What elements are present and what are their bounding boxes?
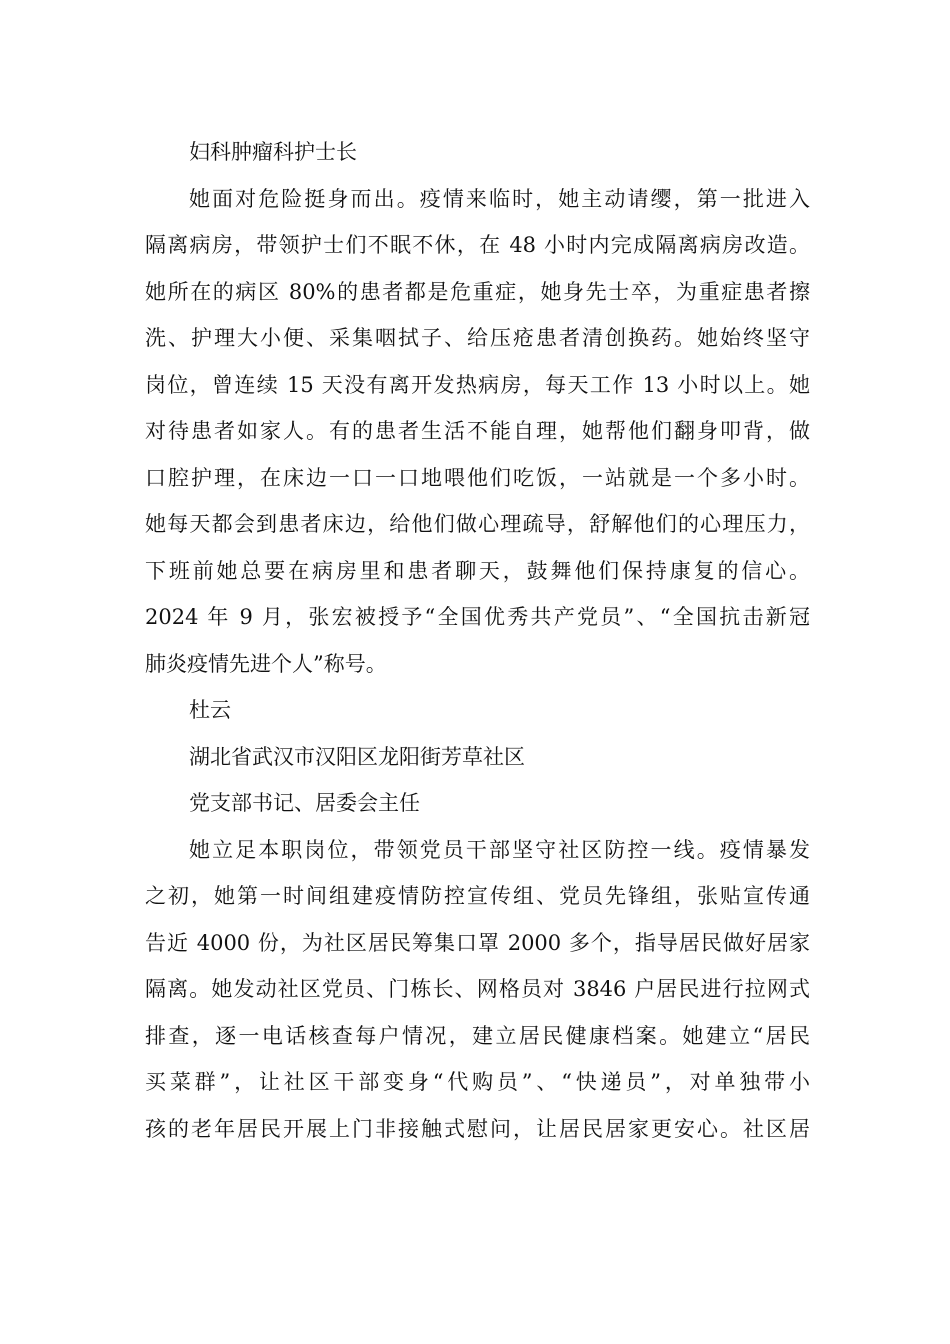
paragraph-line: 告近 4000 份，为社区居民筹集口罩 2000 多个，指导居民做好居家 (145, 930, 810, 955)
paragraph-line: 排查，逐一电话核查每户情况，建立居民健康档案。她建立“居民 (145, 1023, 810, 1048)
paragraph-line: 她立足本职岗位，带领党员干部坚守社区防控一线。疫情暴发 (189, 837, 810, 862)
paragraph-last-line: 肺炎疫情先进个人”称号。 (145, 651, 387, 676)
person-name: 杜云 (189, 698, 231, 722)
paragraph-line: 对待患者如家人。有的患者生活不能自理，她帮他们翻身叩背，做 (145, 419, 810, 443)
paragraph-line: 孩的老年居民开展上门非接触式慰问，让居民居家更安心。社区居 (145, 1116, 810, 1141)
person-organization: 湖北省武汉市汉阳区龙阳街芳草社区 (189, 744, 525, 769)
person-position: 党支部书记、居委会主任 (189, 791, 420, 815)
document-body (145, 129, 810, 1152)
paragraph-line: 隔离。她发动社区党员、门栋长、网格员对 3846 户居民进行拉网式 (145, 977, 810, 1001)
paragraph-line: 洗、护理大小便、采集咽拭子、给压疮患者清创换药。她始终坚守 (145, 326, 810, 350)
paragraph-line: 她每天都会到患者床边，给他们做心理疏导，舒解他们的心理压力， (145, 512, 810, 536)
paragraph-line: 买菜群”，让社区干部变身“代购员”、“快递员”，对单独带小 (145, 1070, 810, 1094)
person-title-line: 妇科肿瘤科护士长 (189, 140, 357, 164)
paragraph-line: 她所在的病区 80%的患者都是危重症，她身先士卒，为重症患者擦 (145, 279, 810, 304)
paragraph-line: 口腔护理，在床边一口一口地喂他们吃饭，一站就是一个多小时。 (145, 465, 810, 490)
paragraph-line: 之初，她第一时间组建疫情防控宣传组、党员先锋组，张贴宣传通 (145, 884, 810, 908)
paragraph-line: 隔离病房，带领护士们不眠不休，在 48 小时内完成隔离病房改造。 (145, 233, 810, 257)
paragraph-line: 2024 年 9 月，张宏被授予“全国优秀共产党员”、“全国抗击新冠 (145, 605, 810, 629)
paragraph-line: 她面对危险挺身而出。疫情来临时，她主动请缨，第一批进入 (189, 186, 810, 211)
paragraph-line: 岗位，曾连续 15 天没有离开发热病房，每天工作 13 小时以上。她 (145, 372, 810, 397)
paragraph-line: 下班前她总要在病房里和患者聊天，鼓舞他们保持康复的信心。 (145, 558, 810, 583)
